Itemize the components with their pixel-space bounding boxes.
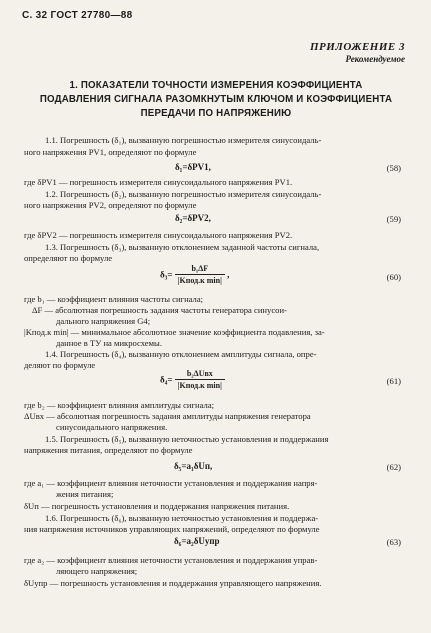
appendix-title: ПРИЛОЖЕНИЕ 3 (309, 41, 405, 53)
paragraph-line: деляют по формуле (24, 360, 96, 370)
definition-line: ΔUвх — абсолютная погрешность задания амплитуды напряжения генератора (24, 411, 311, 421)
paragraph-line: ния напряжения источников управляющих напряжений, определяют по формуле (24, 524, 320, 534)
definition-line: ΔF — абсолютная погрешность задания частоты генератора синусои- (32, 305, 287, 315)
formula-tail: , (227, 269, 230, 280)
equation-number: (61) (386, 376, 401, 386)
paragraph-line: ного напряжения PV1, определяют по формуле (24, 147, 197, 157)
definition-line: где a₂ — коэффициент влияния неточности установления и поддержания управ- (24, 555, 318, 565)
page-header: С. 32 ГОСТ 27780—88 (22, 10, 133, 21)
appendix-block (310, 41, 405, 64)
definition-line: данное в ТУ на микросхемы. (56, 338, 162, 348)
paragraph-line: напряжения питания, определяют по формуле (24, 445, 193, 455)
paragraph-line: 1.1. Погрешность (δ₁), вызванную погрешностью измерителя синусоидаль- (45, 135, 322, 145)
formula-lhs: δ₃= (160, 269, 173, 280)
section-title-line: 1. ПОКАЗАТЕЛИ ТОЧНОСТИ ИЗМЕРЕНИЯ КОЭФФИЦИЕНТА (69, 80, 363, 91)
definition-line: |Kпод.к min| — минимальное абсолютное значение коэффициента подавления, за- (24, 327, 325, 337)
definition-line: где δPV1 — погрешность измерителя синусоидального напряжения PV1. (24, 177, 293, 187)
formula-60 (160, 264, 229, 285)
paragraph-line: 1.3. Погрешность (δ₃), вызванную отклонением заданной частоты сигнала, (45, 242, 320, 252)
fraction-denominator: |Kпод.к min| (175, 379, 225, 390)
definition-line: дального напряжения G4; (56, 316, 151, 326)
formula-61 (160, 369, 225, 390)
paragraph-line: 1.5. Погрешность (δ₅), вызванную неточностью установления и поддержания (45, 434, 329, 444)
equation-number: (59) (386, 214, 401, 224)
definition-line: ляющего напряжения; (56, 566, 138, 576)
definition-line: где a₁ — коэффициент влияния неточности установления и поддержания напря- (24, 478, 318, 488)
equation-number: (62) (386, 462, 401, 472)
paragraph-line: ного напряжения PV2, определяют по формуле (24, 200, 197, 210)
section-title-line: ПОДАВЛЕНИЯ СИГНАЛА РАЗОМКНУТЫМ КЛЮЧОМ И КОЭФФИЦИЕНТА (39, 94, 393, 106)
formula-fraction (175, 264, 225, 285)
fraction-numerator: b₂ΔUвх (186, 369, 213, 378)
equation-number: (60) (386, 272, 401, 282)
section-title (20, 79, 412, 122)
formula-63: δ₆=a₂δUупр (174, 536, 220, 546)
formula-lhs: δ₄= (160, 374, 173, 385)
definition-line: где δPV2 — погрешность измерителя синусоидального напряжения PV2. (24, 230, 293, 240)
paragraph-line: 1.2. Погрешность (δ₂), вызванную погрешностью измерителя синусоидаль- (45, 189, 322, 199)
equation-number: (58) (386, 163, 401, 173)
fraction-numerator: b₁ΔF (191, 264, 209, 273)
equation-number: (63) (386, 537, 401, 547)
definition-line: синусоидального напряжения. (56, 422, 168, 432)
section-title-line: ПЕРЕДАЧИ ПО НАПРЯЖЕНИЮ (140, 108, 292, 120)
formula-62: δ₅=a₁δUп, (174, 461, 213, 471)
definition-line: δUупр — погрешность установления и поддержания управляющего напряжения. (24, 578, 322, 588)
paragraph-line: 1.6. Погрешность (δ₆), вызванную неточностью установления и поддержа- (45, 513, 319, 523)
paragraph-line: определяют по формуле (24, 253, 113, 263)
formula-fraction (175, 369, 225, 390)
formula-58: δ₁=δPV1, (175, 162, 211, 172)
definition-line: жения питания; (56, 489, 114, 499)
fraction-denominator: |Kпод.к min| (175, 274, 225, 285)
definition-line: δUп — погрешность установления и поддержания напряжения питания. (24, 501, 290, 511)
paragraph-line: 1.4. Погрешность (δ₄), вызванную отклонением амплитуды сигнала, опре- (45, 349, 317, 359)
definition-line: где b₂ — коэффициент влияния амплитуды сигнала; (24, 400, 215, 410)
definition-line: где b₁ — коэффициент влияния частоты сигнала; (24, 294, 204, 304)
appendix-subtitle: Рекомендуемое (345, 54, 405, 64)
formula-59: δ₂=δPV2, (175, 213, 211, 223)
